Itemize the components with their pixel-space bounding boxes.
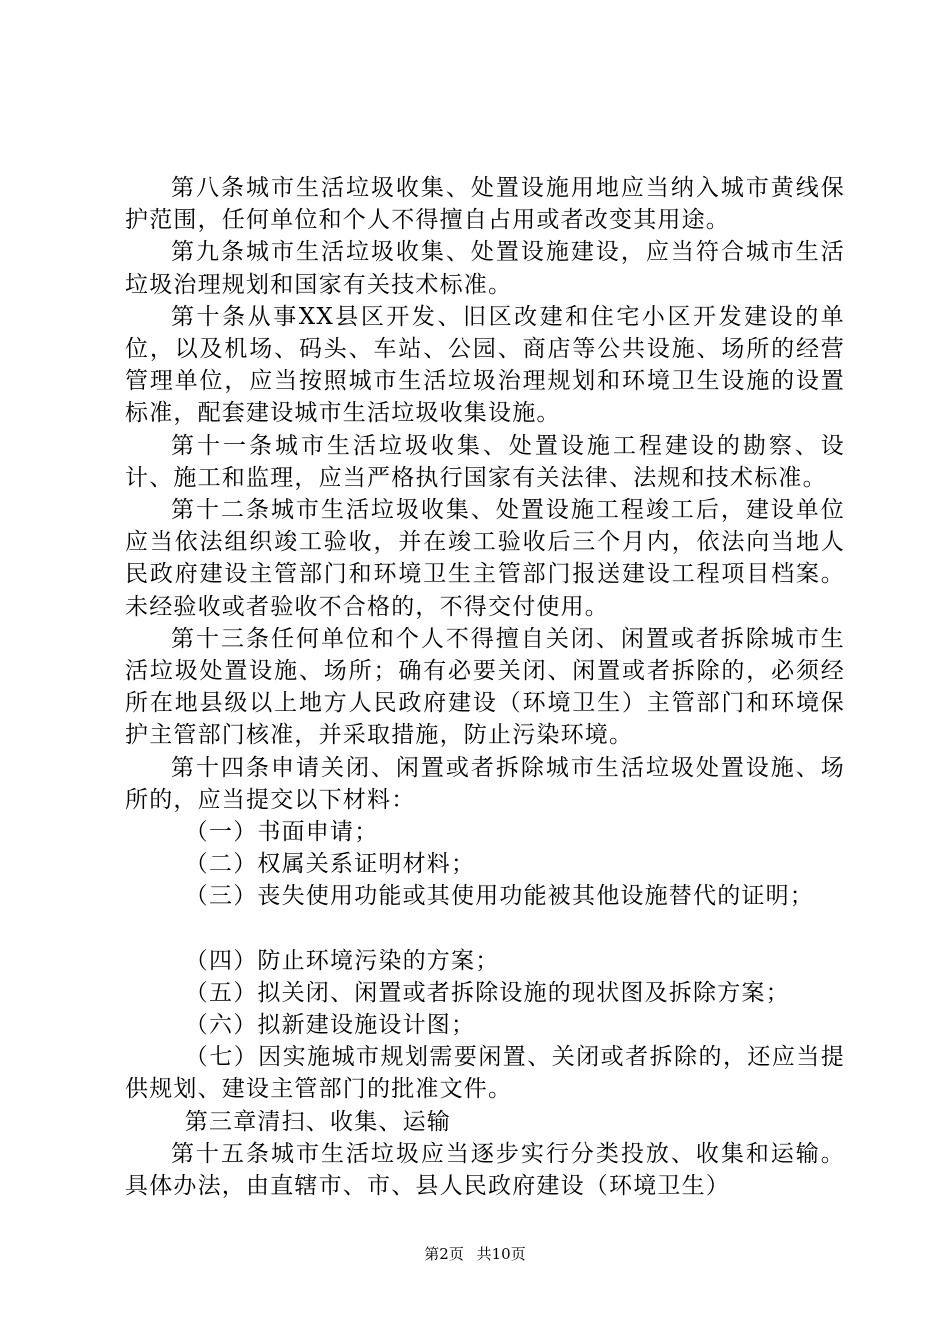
article-11: 第十一条城市生活垃圾收集、处置设施工程建设的勘察、设计、施工和监理，应当严格执行国家有关法律、法规和技术标准。 (125, 432, 845, 491)
list-item-2: （二）权属关系证明材料； (184, 851, 476, 878)
list-item-4: （四）防止环境污染的方案； (184, 947, 500, 974)
article-13: 第十三条任何单位和个人不得擅自关闭、闲置或者拆除城市生活垃圾处置设施、场所；确有必要关闭、闲置或者拆除的，必须经所在地县级以上地方人民政府建设（环境卫生）主管部门和环境保护主管部门核准，并采取措施，防止污染环境。 (125, 625, 845, 749)
list-item-3: （三）丧失使用功能或其使用功能被其他设施替代的证明； (184, 883, 814, 910)
list-item-5: （五）拟关闭、闲置或者拆除设施的现状图及拆除方案； (184, 979, 790, 1006)
article-9: 第九条城市生活垃圾收集、处置设施建设，应当符合城市生活垃圾治理规划和国家有关技术标准。 (125, 239, 845, 298)
page-total: 共10页 (476, 1245, 526, 1263)
article-10: 第十条从事XX县区开发、旧区改建和住宅小区开发建设的单位，以及机场、码头、车站、公园、商店等公共设施、场所的经营管理单位，应当按照城市生活垃圾治理规划和环境卫生设施的设置标准，配套建设城市生活垃圾收集设施。 (125, 303, 845, 427)
article-14: 第十四条申请关闭、闲置或者拆除城市生活垃圾处置设施、场所的，应当提交以下材料： (125, 754, 845, 813)
page-number: 第2页 (424, 1245, 464, 1263)
list-item-7: （七）因实施城市规划需要闲置、关闭或者拆除的，还应当提供规划、建设主管部门的批准文件。 (125, 1044, 845, 1103)
article-8: 第八条城市生活垃圾收集、处置设施用地应当纳入城市黄线保护范围，任何单位和个人不得擅自占用或者改变其用途。 (125, 175, 845, 234)
article-15: 第十五条城市生活垃圾应当逐步实行分类投放、收集和运输。具体办法，由直辖市、市、县人民政府建设（环境卫生） (125, 1140, 845, 1200)
list-item-6: （六）拟新建设施设计图； (184, 1012, 476, 1039)
chapter-heading: 第三章清扫、收集、运输 (184, 1108, 451, 1135)
page-footer (0, 1244, 950, 1264)
article-12: 第十二条城市生活垃圾收集、处置设施工程竣工后，建设单位应当依法组织竣工验收，并在竣工验收后三个月内，依法向当地人民政府建设主管部门和环境卫生主管部门报送建设工程项目档案。未经验收或者验收不合格的，不得交付使用。 (125, 497, 845, 620)
document-body (125, 172, 845, 1202)
list-item-1: （一）书面申请； (184, 819, 379, 846)
